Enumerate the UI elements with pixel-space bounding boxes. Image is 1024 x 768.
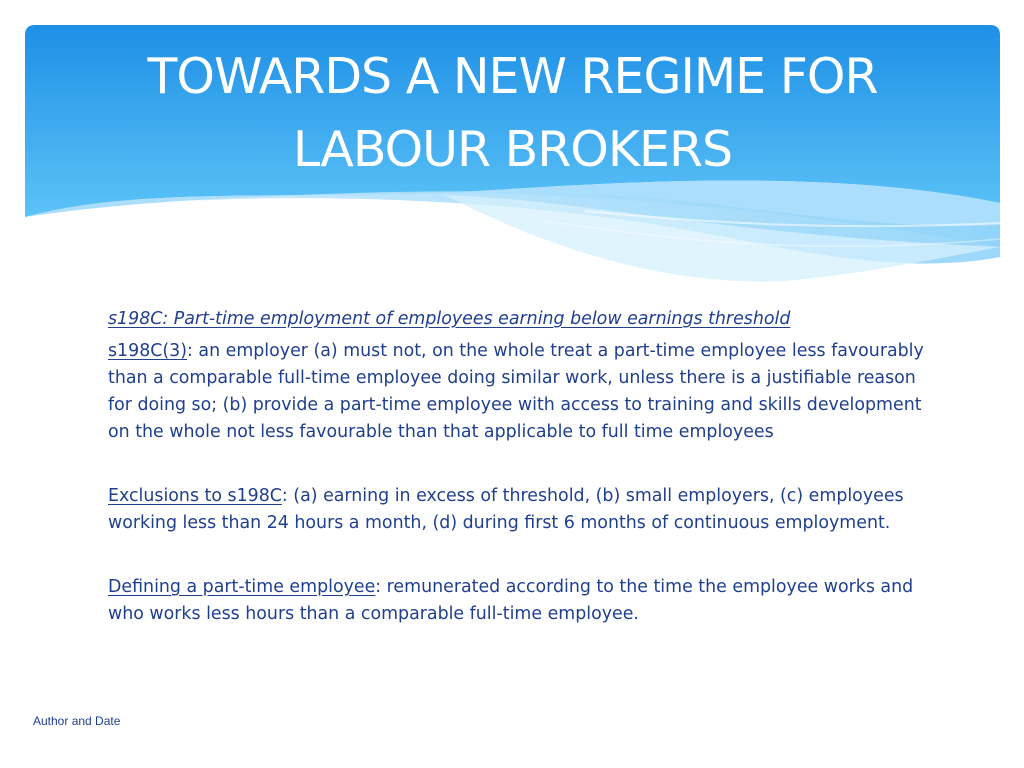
body-content xyxy=(108,306,928,628)
paragraph2-reference: Exclusions to s198C xyxy=(108,486,282,506)
paragraph-part-time-treatment xyxy=(108,338,928,446)
section-heading xyxy=(108,306,928,333)
paragraph-definition xyxy=(108,574,928,628)
section-heading-text: s198C: Part-time employment of employees earning below earnings threshold xyxy=(108,309,791,329)
paragraph-exclusions xyxy=(108,483,928,537)
slide-title: TOWARDS A NEW REGIME FOR LABOUR BROKERS xyxy=(147,48,878,178)
paragraph2-text: : (a) earning in excess of threshold, (b) small employers, (c) employees working less than 24 hours a month, (d) during first 6 months of continuous employment. xyxy=(108,486,904,533)
paragraph3-reference: Defining a part-time employee xyxy=(108,577,376,597)
paragraph1-reference: s198C(3) xyxy=(108,341,188,361)
paragraph3-text: : remunerated according to the time the employee works and who works less hours than a comparable full-time employee. xyxy=(108,577,914,624)
paragraph1-text: : an employer (a) must not, on the whole treat a part-time employee less favourably than a comparable full-time employee doing similar work, unless there is a justifiable reason for doing so; (b) provide a part-time employee with access to training and skills development on the whole not less favourable than that applicable to full time employees xyxy=(108,341,924,442)
footer-author-date: Author and Date xyxy=(33,714,121,728)
